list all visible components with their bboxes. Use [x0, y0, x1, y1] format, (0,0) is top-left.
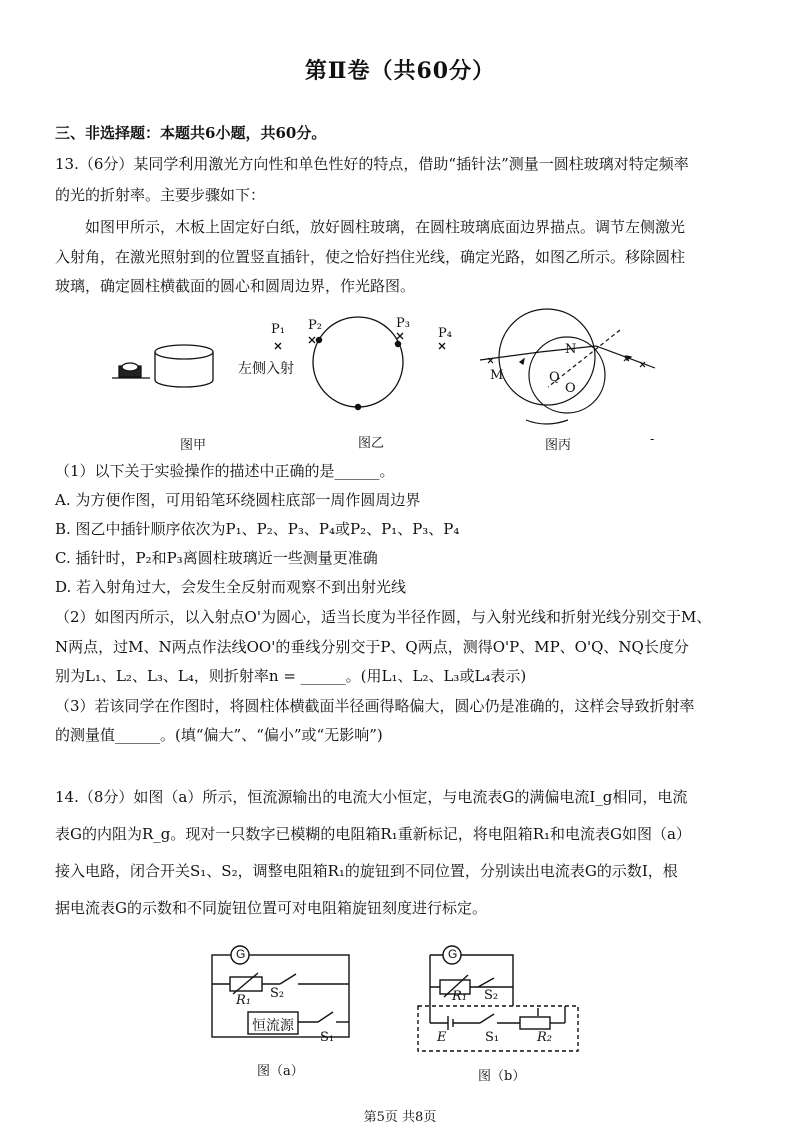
circuit-b-s1-label: S₁: [485, 1030, 500, 1045]
figure-yi-caption: 图乙: [358, 436, 385, 451]
pin-p4-label: P₄: [438, 326, 452, 341]
circuit-b-r2-label: R₂: [537, 1030, 552, 1045]
point-q-label: Q: [549, 370, 560, 385]
circuit-a-galvanometer-label: G: [236, 947, 246, 961]
q13-option-d: D. 若入射角过大，会发生全反射而观察不到出射光线: [55, 578, 407, 596]
q13-line3: 如图甲所示，木板上固定好白纸，放好圆柱玻璃，在圆柱玻璃底面边界描点。调节左侧激光: [85, 218, 686, 236]
q13-option-b: B. 图乙中插针顺序依次为P₁、P₂、P₃、P₄或P₂、P₁、P₃、P₄: [55, 520, 460, 538]
q13-sub3-line2: 的测量值______。(填“偏大”、“偏小”或“无影响”): [55, 726, 383, 744]
q13-sub2-line2: N两点，过M、N两点作法线OO'的垂线分别交于P、Q两点，测得O'P、MP、O'Q、NQ长度分: [55, 638, 689, 656]
q14-line2: 表G的内阻为R_g。现对一只数字已模糊的电阻箱R₁重新标记，将电阻箱R₁和电流表G如图（a）: [55, 825, 691, 843]
q13-sub1: （1）以下关于实验操作的描述中正确的是______。: [55, 462, 395, 480]
section-heading: 三、非选择题：本题共6小题，共60分。: [55, 124, 327, 142]
q13-option-a: A. 为方便作图，可用铅笔环绕圆柱底部一周作圆周边界: [55, 491, 421, 509]
circuit-b-galvanometer-label: G: [448, 947, 458, 961]
pin-p2-label: P₂: [308, 318, 322, 333]
page-footer: 第5页 共8页: [363, 1110, 437, 1125]
circuit-b-s2-label: S₂: [484, 988, 499, 1003]
point-o-label: O: [565, 381, 576, 396]
circuit-a-s2-label: S₂: [270, 986, 285, 1001]
q13-option-c: C. 插针时，P₂和P₃离圆柱玻璃近一些测量更准确: [55, 549, 378, 567]
q14-line1: 14.（8分）如图（a）所示，恒流源输出的电流大小恒定，与电流表G的满偏电流I_g相同，电流: [55, 788, 688, 806]
stray-dash: -: [650, 432, 655, 447]
q13-line4: 入射角，在激光照射到的位置竖直插针，使之恰好挡住光线，确定光路，如图乙所示。移除圆柱: [55, 248, 686, 266]
figure-b-caption: 图（b）: [478, 1069, 526, 1084]
q13-sub2-line1: （2）如图丙所示，以入射点O'为圆心，适当长度为半径作圆，与入射光线和折射光线分别交于M、: [55, 608, 712, 626]
circuit-a-s1-label: S₁: [320, 1030, 335, 1045]
pin-p3-label: P₃: [396, 316, 410, 331]
figure-bing-caption: 图丙: [545, 438, 572, 453]
left-incident-label: 左侧入射: [238, 361, 294, 377]
q13-sub2-line3: 别为L₁、L₂、L₃、L₄，则折射率n = ______。(用L₁、L₂、L₃或L₄表示): [55, 667, 527, 685]
q13-line2: 的光的折射率。主要步骤如下：: [55, 186, 266, 204]
circuit-b-r1-label: R₁: [452, 989, 467, 1004]
section-title: 第Ⅱ卷（共60分）: [304, 58, 496, 84]
q13-line5: 玻璃，确定圆柱横截面的圆心和圆周边界，作光路图。: [55, 277, 416, 295]
q13-sub3-line1: （3）若该同学在作图时，将圆柱体横截面半径画得略偏大，圆心仍是准确的，这样会导致折射率: [55, 697, 695, 715]
figure-a-caption: 图（a）: [257, 1064, 304, 1079]
point-n-label: N: [565, 342, 577, 357]
q14-line4: 据电流表G的示数和不同旋钮位置可对电阻箱旋钮刻度进行标定。: [55, 899, 487, 917]
q13-line1: 13.（6分）某同学利用激光方向性和单色性好的特点，借助“插针法”测量一圆柱玻璃对特定频率: [55, 155, 689, 173]
figure-jia-caption: 图甲: [180, 438, 207, 453]
circuit-a-r1-label: R₁: [236, 993, 251, 1008]
pin-p1-label: P₁: [271, 322, 285, 337]
circuit-b-e-label: E: [437, 1030, 447, 1045]
constant-current-source: 恒流源: [252, 1018, 294, 1034]
q14-line3: 接入电路，闭合开关S₁、S₂，调整电阻箱R₁的旋钮到不同位置，分别读出电流表G的示数I，根: [55, 862, 678, 880]
point-m-label: M: [490, 368, 504, 383]
